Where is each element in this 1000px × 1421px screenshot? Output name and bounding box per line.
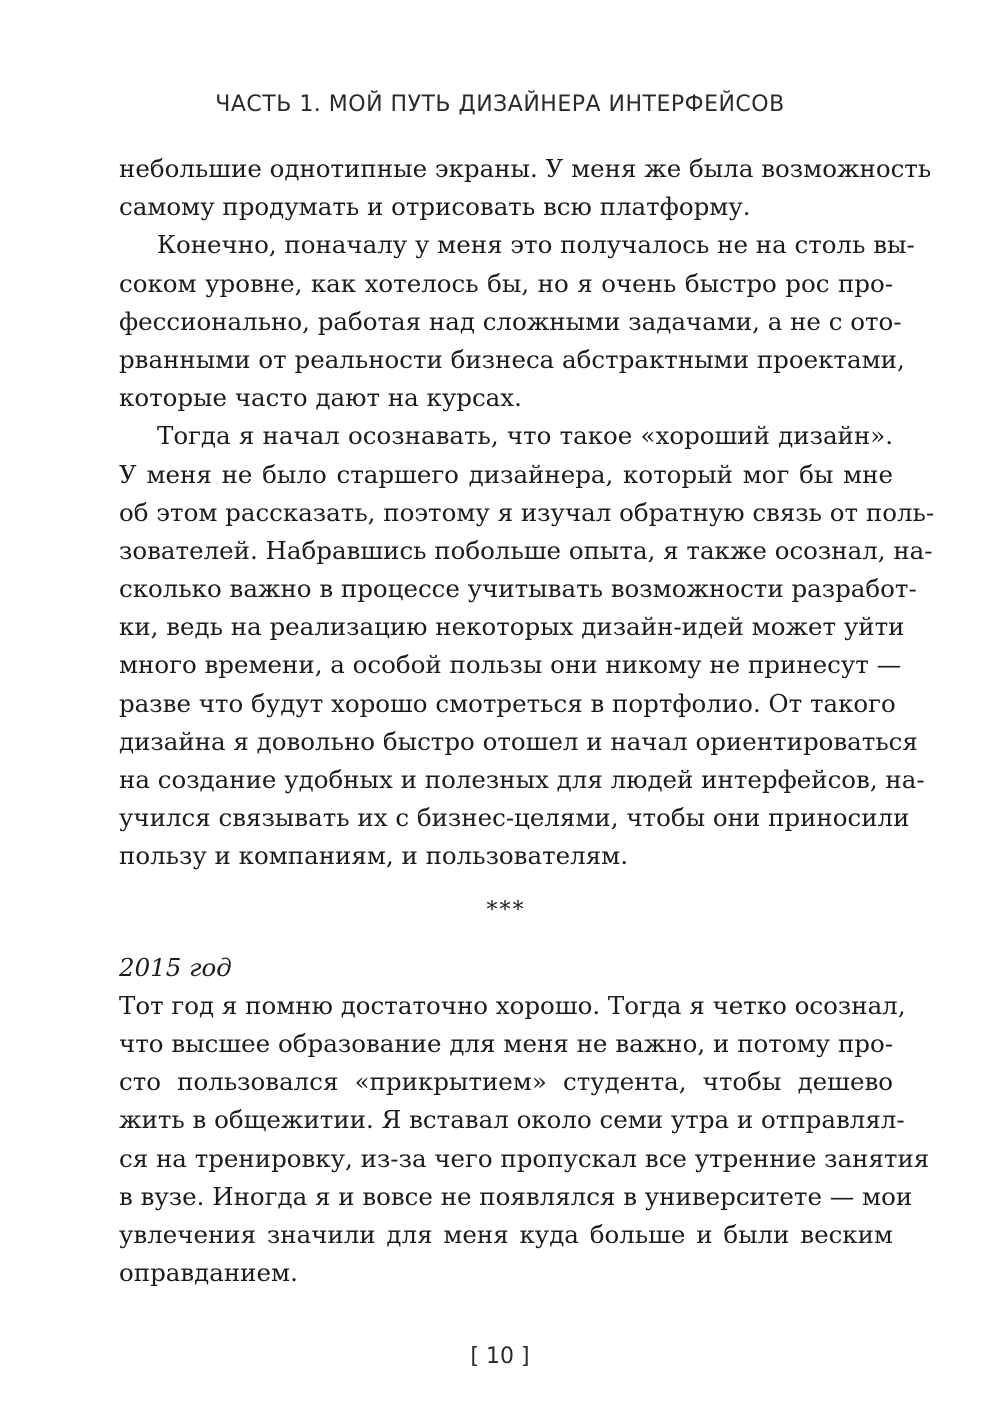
- running-head: ЧАСТЬ 1. МОЙ ПУТЬ ДИЗАЙНЕРА ИНТЕРФЕЙСОВ: [215, 92, 785, 117]
- text-line: что высшее образование для меня не важно, и потому про-: [119, 1028, 893, 1058]
- text-line: в вузе. Иногда я и вовсе не появлялся в университете — мои: [119, 1181, 913, 1211]
- text-line: соком уровне, как хотелось бы, но я очень быстро рос про-: [119, 268, 893, 298]
- text-line: на создание удобных и полезных для людей интерфейсов, на-: [119, 765, 925, 794]
- text-line: жить в общежитии. Я вставал около семи утра и отправлял-: [119, 1105, 905, 1135]
- text-line: об этом рассказать, поэтому я изучал обратную связь от поль-: [119, 497, 935, 527]
- text-line: много времени, а особой пользы они никому не принесут —: [119, 650, 902, 680]
- text-line: фессионально, работая над сложными задачами, а не с ото-: [119, 306, 902, 336]
- text-line: Тот год я помню достаточно хорошо. Тогда я четко осознал,: [119, 990, 906, 1020]
- page-number: [ 10 ]: [470, 1344, 530, 1369]
- paragraph: [119, 226, 915, 417]
- text-line: оправданием.: [119, 1258, 298, 1288]
- text-line: ся на тренировку, из-за чего пропускал все утренние занятия: [119, 1143, 930, 1173]
- text-line: которые часто дают на курсах.: [119, 383, 522, 413]
- text-line: Тогда я начал осознавать, что такое «хороший дизайн».: [157, 421, 893, 451]
- text-line: сто пользовался «прикрытием» студента, чтобы дешево: [119, 1067, 893, 1097]
- text-line: Конечно, поначалу у меня это получалось не на столь вы-: [157, 230, 915, 260]
- text-line: разве что будут хорошо смотреться в портфолио. От такого: [119, 688, 896, 718]
- text-line: рванными от реальности бизнеса абстрактными проектами,: [119, 344, 905, 374]
- paragraph: [119, 150, 932, 226]
- section-subheading: 2015 год: [119, 952, 232, 982]
- section-divider: ***: [486, 897, 526, 923]
- text-line: дизайна я довольно быстро отошел и начал ориентироваться: [119, 726, 918, 756]
- text-line: зователей. Набравшись побольше опыта, я также осознал, на-: [119, 535, 933, 565]
- text-line: ки, ведь на реализацию некоторых дизайн-идей может уйти: [119, 612, 905, 642]
- paragraph: [119, 987, 930, 1293]
- text-line: увлечения значили для меня куда больше и были веским: [119, 1219, 893, 1249]
- text-line: учился связывать их с бизнес-целями, чтобы они приносили: [119, 803, 910, 833]
- text-line: небольшие однотипные экраны. У меня же была возможность: [119, 154, 932, 183]
- text-line: У меня не было старшего дизайнера, который мог бы мне: [119, 459, 893, 489]
- text-line: самому продумать и отрисовать всю платформу.: [119, 192, 751, 222]
- paragraph: [119, 417, 935, 875]
- body-text: [119, 150, 935, 1292]
- text-line: пользу и компаниям, и пользователям.: [119, 841, 628, 871]
- text-line: сколько важно в процессе учитывать возможности разработ-: [119, 574, 917, 604]
